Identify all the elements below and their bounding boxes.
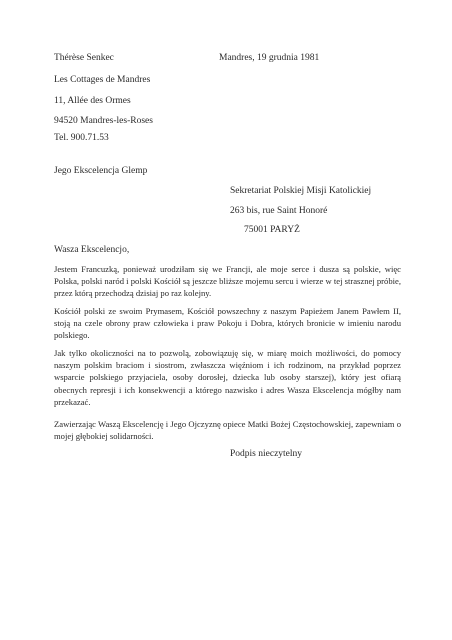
recipient-line2: 263 bis, rue Saint Honoré bbox=[230, 206, 328, 216]
sender-address-line1: Les Cottages de Mandres bbox=[54, 75, 151, 85]
body-paragraph: Kościół polski ze swoim Prymasem, Kościół powszechny z naszym Papieżem Janem Pawłem II, stoją na czele obrony praw człowieka i praw Pokoju i Dobra, których bronicie w imieniu narodu polskiego. bbox=[54, 306, 401, 341]
signature: Podpis nieczytelny bbox=[230, 449, 303, 459]
salutation: Wasza Ekscelencjo, bbox=[54, 245, 130, 255]
recipient-line3: 75001 PARYŻ bbox=[244, 225, 300, 235]
place-date: Mandres, 19 grudnia 1981 bbox=[219, 53, 320, 63]
body-paragraph: Jak tylko okoliczności na to pozwolą, zobowiązuję się, w miarę moich możliwości, do pomocy naszym polskim braciom i siostrom, zwłaszcza więźniom i ich rodzinom, na przykład poprzez wsparcie polskiego przyjaciela, osoby dorosłej, dziecka lub osoby starszej), który jest ofiarą obecnych represji i ich konsekwencji a którego nazwisko i adres Wasza Ekscelencja mógłby nam przekazać. bbox=[54, 348, 401, 407]
sender-phone: Tel. 900.71.53 bbox=[54, 133, 109, 143]
sender-address-line3: 94520 Mandres-les-Roses bbox=[54, 116, 153, 126]
recipient-line1: Sekretariat Polskiej Misji Katolickiej bbox=[230, 186, 372, 196]
body-paragraph: Zawierzając Waszą Ekscelencję i Jego Ojczyznę opiece Matki Bożej Częstochowskiej, zapewniam o mojej głębokiej solidarności. bbox=[54, 419, 401, 442]
body-paragraph: Jestem Francuzką, ponieważ urodziłam się we Francji, ale moje serce i dusza są polskie, więc Polska, polski naród i polski Kościół są jeszcze bliższe mojemu sercu i wierze w tej strasznej próbie, przez którą przechodzą dzisiaj po raz kolejny. bbox=[54, 264, 401, 299]
sender-name: Thérèse Senkec bbox=[54, 53, 114, 63]
addressee: Jego Ekscelencja Glemp bbox=[54, 166, 148, 176]
sender-address-line2: 11, Allée des Ormes bbox=[54, 96, 131, 106]
